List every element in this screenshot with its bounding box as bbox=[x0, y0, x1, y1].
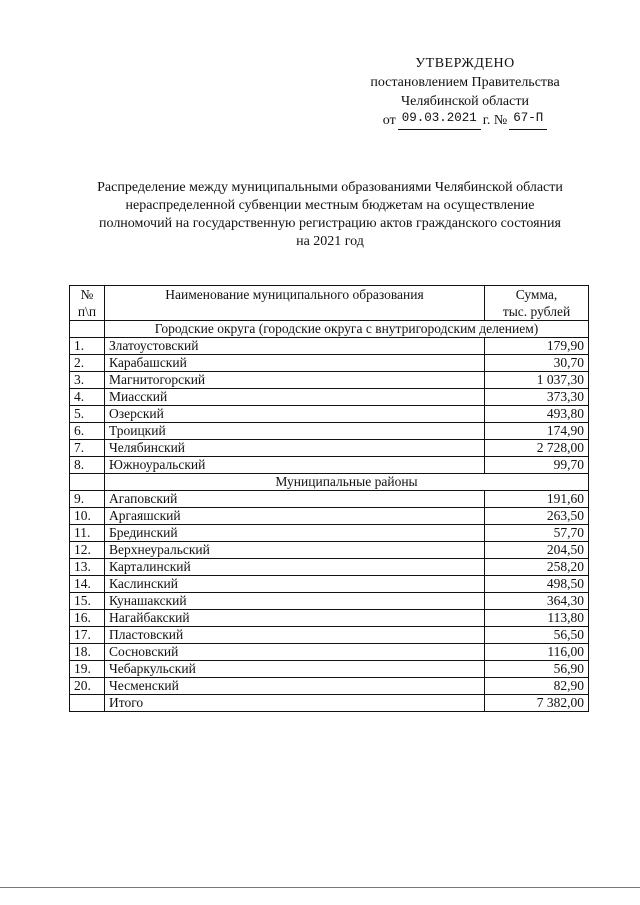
row-sum: 2 728,00 bbox=[485, 440, 589, 457]
approval-block bbox=[360, 54, 570, 130]
row-municipality-name: Южноуральский bbox=[105, 457, 485, 474]
row-number: 4. bbox=[70, 389, 105, 406]
approval-line-2: Челябинской области bbox=[401, 94, 529, 109]
row-municipality-name: Карабашский bbox=[105, 355, 485, 372]
table-row bbox=[70, 627, 589, 644]
total-row bbox=[70, 695, 589, 712]
table-header-row bbox=[70, 286, 589, 321]
row-sum: 30,70 bbox=[485, 355, 589, 372]
heading-line-4: на 2021 год bbox=[296, 234, 364, 249]
table-row bbox=[70, 678, 589, 695]
section-num-cell bbox=[70, 321, 105, 338]
row-sum: 1 037,30 bbox=[485, 372, 589, 389]
row-sum: 174,90 bbox=[485, 423, 589, 440]
row-number: 6. bbox=[70, 423, 105, 440]
row-municipality-name: Брединский bbox=[105, 525, 485, 542]
row-number: 7. bbox=[70, 440, 105, 457]
section-num-cell bbox=[70, 474, 105, 491]
row-municipality-name: Чебаркульский bbox=[105, 661, 485, 678]
table-row bbox=[70, 440, 589, 457]
row-municipality-name: Аргаяшский bbox=[105, 508, 485, 525]
row-municipality-name: Челябинский bbox=[105, 440, 485, 457]
header-sum-line2: тыс. рублей bbox=[502, 304, 571, 319]
total-label: Итого bbox=[105, 695, 485, 712]
heading-line-2: нераспределенной субвенции местным бюджетам на осуществление bbox=[125, 198, 535, 213]
row-number: 3. bbox=[70, 372, 105, 389]
row-sum: 498,50 bbox=[485, 576, 589, 593]
table-row bbox=[70, 576, 589, 593]
header-sum bbox=[485, 286, 589, 321]
row-municipality-name: Магнитогорский bbox=[105, 372, 485, 389]
row-sum: 56,90 bbox=[485, 661, 589, 678]
table-row bbox=[70, 355, 589, 372]
header-sum-line1: Сумма, bbox=[515, 287, 558, 302]
document-heading bbox=[70, 179, 590, 251]
row-number: 12. bbox=[70, 542, 105, 559]
table-row bbox=[70, 593, 589, 610]
row-sum: 113,80 bbox=[485, 610, 589, 627]
row-number: 13. bbox=[70, 559, 105, 576]
section-row-districts bbox=[70, 474, 589, 491]
approval-date-line bbox=[360, 111, 570, 130]
row-sum: 493,80 bbox=[485, 406, 589, 423]
table-row bbox=[70, 423, 589, 440]
header-num-line2: п\п bbox=[77, 304, 97, 319]
row-municipality-name: Кунашакский bbox=[105, 593, 485, 610]
row-municipality-name: Карталинский bbox=[105, 559, 485, 576]
header-num-line1: № bbox=[80, 287, 94, 302]
date-prefix: от bbox=[382, 113, 396, 128]
row-municipality-name: Сосновский bbox=[105, 644, 485, 661]
table-body bbox=[70, 321, 589, 712]
row-number: 16. bbox=[70, 610, 105, 627]
table-row bbox=[70, 389, 589, 406]
row-number: 10. bbox=[70, 508, 105, 525]
row-municipality-name: Озерский bbox=[105, 406, 485, 423]
row-number: 5. bbox=[70, 406, 105, 423]
table-row bbox=[70, 525, 589, 542]
row-sum: 82,90 bbox=[485, 678, 589, 695]
page-bottom-rule bbox=[0, 887, 640, 888]
distribution-table bbox=[69, 285, 589, 712]
row-sum: 56,50 bbox=[485, 627, 589, 644]
table-row bbox=[70, 661, 589, 678]
heading-line-3: полномочий на государственную регистрацию актов гражданского состояния bbox=[99, 216, 561, 231]
row-municipality-name: Верхнеуральский bbox=[105, 542, 485, 559]
row-number: 19. bbox=[70, 661, 105, 678]
row-municipality-name: Троицкий bbox=[105, 423, 485, 440]
total-sum: 7 382,00 bbox=[485, 695, 589, 712]
heading-line-1: Распределение между муниципальными образованиями Челябинской области bbox=[97, 180, 563, 195]
row-sum: 179,90 bbox=[485, 338, 589, 355]
approval-line-1: постановлением Правительства bbox=[370, 75, 560, 90]
table-row bbox=[70, 372, 589, 389]
row-municipality-name: Агаповский bbox=[105, 491, 485, 508]
row-municipality-name: Нагайбакский bbox=[105, 610, 485, 627]
table-row bbox=[70, 406, 589, 423]
table-row bbox=[70, 644, 589, 661]
row-number: 11. bbox=[70, 525, 105, 542]
row-number: 1. bbox=[70, 338, 105, 355]
row-municipality-name: Чесменский bbox=[105, 678, 485, 695]
table-row bbox=[70, 508, 589, 525]
row-sum: 373,30 bbox=[485, 389, 589, 406]
row-municipality-name: Миасский bbox=[105, 389, 485, 406]
header-name: Наименование муниципального образования bbox=[105, 286, 485, 321]
row-number: 17. bbox=[70, 627, 105, 644]
total-num-cell bbox=[70, 695, 105, 712]
table-row bbox=[70, 338, 589, 355]
row-municipality-name: Каслинский bbox=[105, 576, 485, 593]
row-sum: 258,20 bbox=[485, 559, 589, 576]
row-number: 15. bbox=[70, 593, 105, 610]
row-sum: 204,50 bbox=[485, 542, 589, 559]
row-sum: 57,70 bbox=[485, 525, 589, 542]
approval-title: УТВЕРЖДЕНО bbox=[415, 56, 515, 71]
approval-number: 67-П bbox=[509, 111, 547, 130]
row-number: 20. bbox=[70, 678, 105, 695]
row-sum: 364,30 bbox=[485, 593, 589, 610]
section-title: Городские округа (городские округа с внутригородским делением) bbox=[105, 321, 589, 338]
row-number: 9. bbox=[70, 491, 105, 508]
row-sum: 263,50 bbox=[485, 508, 589, 525]
row-number: 14. bbox=[70, 576, 105, 593]
table-row bbox=[70, 610, 589, 627]
table-row bbox=[70, 457, 589, 474]
row-number: 2. bbox=[70, 355, 105, 372]
approval-date: 09.03.2021 bbox=[398, 111, 481, 130]
year-suffix: г. № bbox=[482, 113, 508, 128]
row-municipality-name: Пластовский bbox=[105, 627, 485, 644]
row-sum: 191,60 bbox=[485, 491, 589, 508]
row-number: 18. bbox=[70, 644, 105, 661]
header-num bbox=[70, 286, 105, 321]
row-sum: 99,70 bbox=[485, 457, 589, 474]
table-row bbox=[70, 542, 589, 559]
row-sum: 116,00 bbox=[485, 644, 589, 661]
table-row bbox=[70, 491, 589, 508]
section-row-urban bbox=[70, 321, 589, 338]
section-title: Муниципальные районы bbox=[105, 474, 589, 491]
row-number: 8. bbox=[70, 457, 105, 474]
row-municipality-name: Златоустовский bbox=[105, 338, 485, 355]
table-row bbox=[70, 559, 589, 576]
